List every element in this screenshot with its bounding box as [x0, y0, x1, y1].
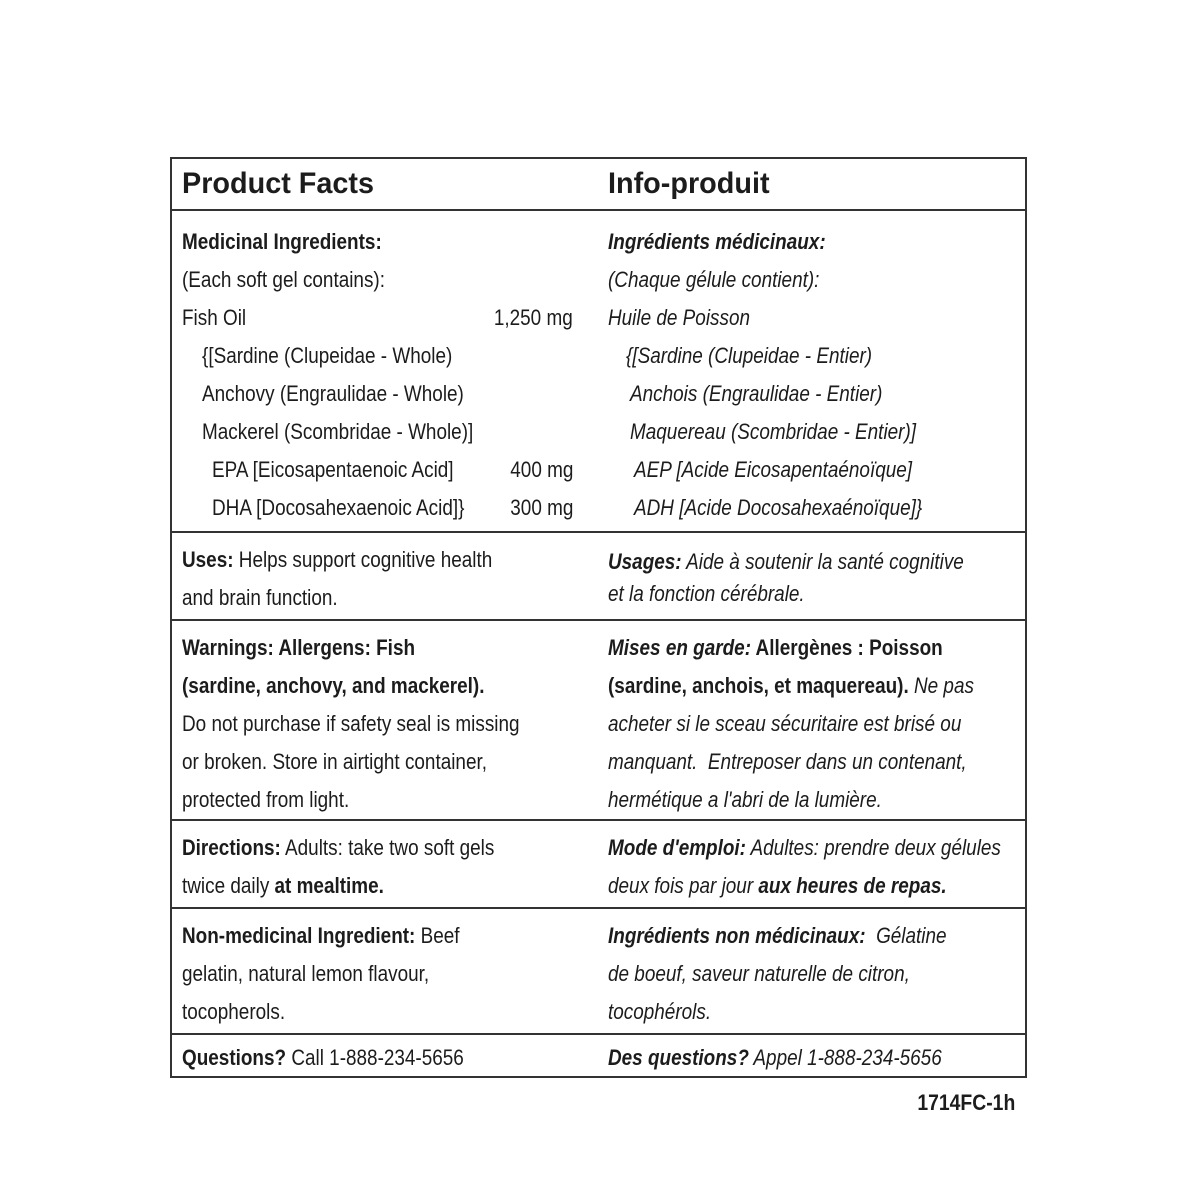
en-directions-mealtime: at mealtime.	[274, 873, 384, 898]
fr-warnings-label: Mises en garde:	[608, 635, 752, 660]
en-warnings-line2: (sardine, anchovy, and mackerel).	[182, 673, 485, 698]
product-code: 1714FC-1h	[917, 1090, 1015, 1115]
en-directions-line1	[182, 829, 494, 867]
en-nonmed-beef: Beef	[415, 923, 460, 948]
en-warnings-line1: Warnings: Allergens: Fish	[182, 635, 416, 660]
fr-warnings-line4: manquant. Entreposer dans un contenant,	[608, 749, 967, 774]
en-anchovy: Anchovy (Engraulidae - Whole)	[202, 381, 464, 406]
divider	[172, 531, 1025, 533]
fr-each: (Chaque gélule contient):	[608, 267, 820, 292]
en-directions-line2	[182, 867, 384, 905]
fr-warnings-nepas: Ne pas	[908, 673, 974, 698]
en-nonmed-line2: gelatin, natural lemon flavour,	[182, 961, 430, 986]
en-mackerel: Mackerel (Scombridae - Whole)]	[202, 419, 474, 444]
fr-uses-line2: et la fonction cérébrale.	[608, 581, 805, 606]
fr-directions-label: Mode d'emploi:	[608, 835, 746, 860]
fr-nonmed-line3: tocophérols.	[608, 999, 712, 1024]
en-dha: DHA [Docosahexaenoic Acid]}	[212, 495, 465, 520]
fr-sardine: {[Sardine (Clupeidae - Entier)	[626, 343, 873, 368]
divider	[172, 209, 1025, 211]
fr-uses-text: Aide à soutenir la santé cognitive	[681, 549, 964, 574]
en-dha-amount: 300 mg	[509, 495, 573, 520]
fr-warnings-line5: hermétique a l'abri de la lumière.	[608, 787, 882, 812]
en-nonmed-line3: tocopherols.	[182, 999, 286, 1024]
fr-questions-phone: Appel 1-888-234-5656	[748, 1045, 942, 1070]
fr-medicinal-heading: Ingrédients médicinaux:	[608, 229, 826, 254]
en-sardine: {[Sardine (Clupeidae - Whole)	[202, 343, 453, 368]
en-epa-amount: 400 mg	[509, 457, 573, 482]
fr-nonmed-line2: de boeuf, saveur naturelle de citron,	[608, 961, 910, 986]
fr-dha: ADH [Acide Docosahexaénoïque]}	[634, 495, 923, 520]
en-warnings-line3: Do not purchase if safety seal is missing	[182, 711, 520, 736]
divider	[172, 1033, 1025, 1035]
divider	[172, 907, 1025, 909]
fr-fish-oil: Huile de Poisson	[608, 305, 750, 330]
fr-title: Info-produit	[608, 167, 770, 200]
en-fish-oil-amount: 1,250 mg	[494, 305, 573, 330]
en-questions-label: Questions?	[182, 1045, 287, 1070]
divider	[172, 819, 1025, 821]
fr-mackerel: Maquereau (Scombridae - Entier)]	[630, 419, 917, 444]
fr-warnings-line1	[608, 629, 943, 667]
en-uses-line1	[182, 541, 492, 579]
divider	[172, 619, 1025, 621]
fr-nonmed-line1	[608, 917, 947, 955]
fr-directions-repas: aux heures de repas.	[758, 873, 947, 898]
en-each: (Each soft gel contains):	[182, 267, 385, 292]
en-uses-line2: and brain function.	[182, 585, 338, 610]
en-uses-label: Uses:	[182, 547, 234, 572]
en-nonmed-label: Non-medicinal Ingredient:	[182, 923, 416, 948]
fr-directions-text: Adultes: prendre deux gélules	[745, 835, 1001, 860]
fr-directions-deux: deux fois par jour	[608, 873, 759, 898]
fr-nonmed-label: Ingrédients non médicinaux:	[608, 923, 866, 948]
en-nonmed-line1	[182, 917, 460, 955]
en-medicinal-heading: Medicinal Ingredients:	[182, 229, 382, 254]
fr-questions	[608, 1039, 942, 1077]
en-questions	[182, 1039, 464, 1077]
en-uses-text: Helps support cognitive health	[233, 547, 493, 572]
en-directions-label: Directions:	[182, 835, 281, 860]
fr-warnings-allergens: Allergènes : Poisson	[751, 635, 943, 660]
en-title: Product Facts	[182, 167, 375, 200]
fr-directions-line1	[608, 829, 1001, 867]
fr-warnings-fish: (sardine, anchois, et maquereau).	[608, 673, 909, 698]
fr-warnings-line2	[608, 667, 974, 705]
fr-warnings-line3: acheter si le sceau sécuritaire est brisé ou	[608, 711, 962, 736]
fr-nonmed-gelatine: Gélatine	[865, 923, 947, 948]
fr-directions-line2	[608, 867, 947, 905]
en-warnings-line5: protected from light.	[182, 787, 350, 812]
fr-questions-label: Des questions?	[608, 1045, 749, 1070]
en-questions-phone: Call 1-888-234-5656	[286, 1045, 464, 1070]
en-directions-twice: twice daily	[182, 873, 275, 898]
product-facts-panel	[170, 157, 1027, 1078]
en-fish-oil: Fish Oil	[182, 305, 247, 330]
fr-uses-label: Usages:	[608, 549, 682, 574]
en-directions-text: Adults: take two soft gels	[280, 835, 495, 860]
en-warnings-line4: or broken. Store in airtight container,	[182, 749, 488, 774]
fr-anchovy: Anchois (Engraulidae - Entier)	[630, 381, 883, 406]
en-epa: EPA [Eicosapentaenoic Acid]	[212, 457, 454, 482]
fr-epa: AEP [Acide Eicosapentaénoïque]	[634, 457, 913, 482]
